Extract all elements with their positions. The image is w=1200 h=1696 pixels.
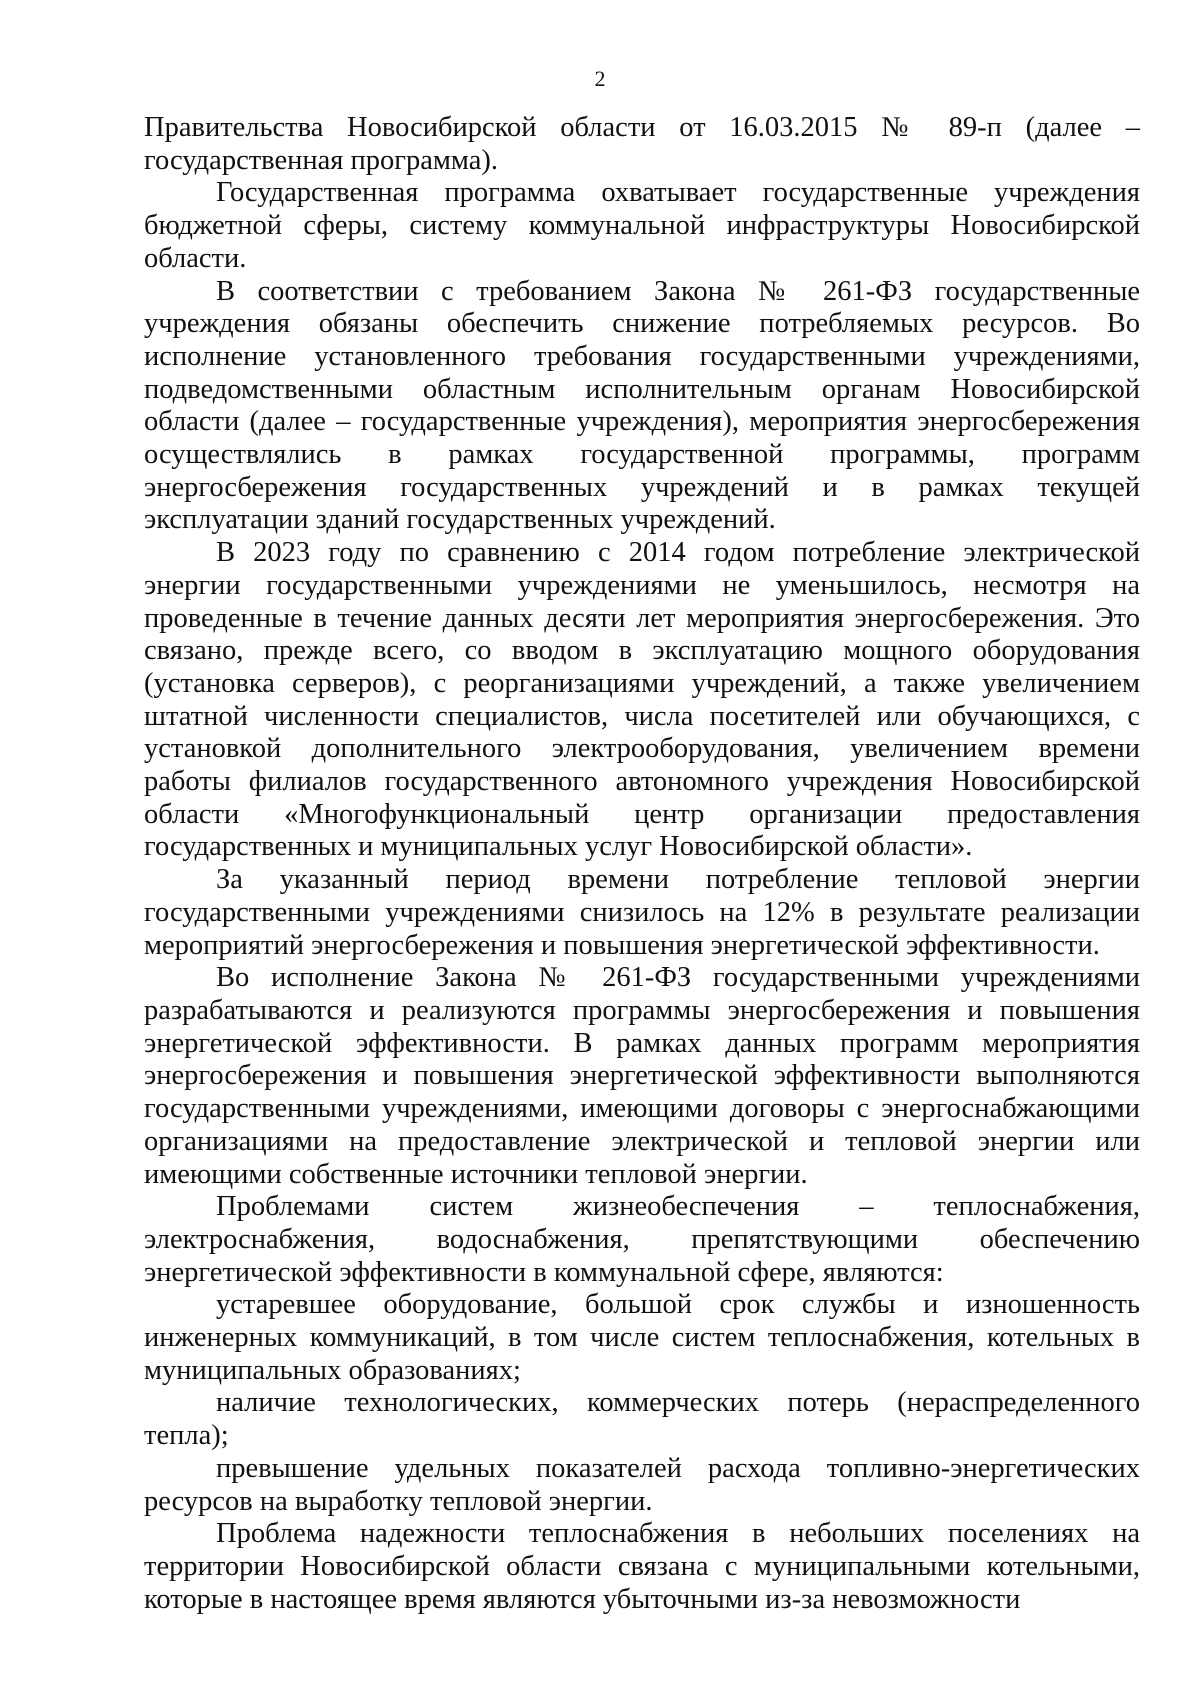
paragraph-problem-losses: наличие технологических, коммерческих потерь (нераспределенного тепла); (144, 1387, 1140, 1452)
paragraph-heating-reliability: Проблема надежности теплоснабжения в небольших поселениях на территории Новосибирской области связана с муниципальными котельными, которые в настоящее время являются убыточными из-за невозможности (144, 1518, 1140, 1615)
paragraph-heat-consumption: За указанный период времени потребление тепловой энергии государственными учреждениями снизилось на 12% в результате реализации мероприятий энергосбережения и повышения энергетической эффективности. (144, 864, 1140, 961)
document-body (144, 112, 1140, 1616)
paragraph-continuation: Правительства Новосибирской области от 16.03.2015 № 89-п (далее – государственная программа). (144, 112, 1140, 176)
paragraph-problems-intro: Проблемами систем жизнеобеспечения – теплоснабжения, электроснабжения, водоснабжения, препятствующими обеспечению энергетической эффективности в коммунальной сфере, являются: (144, 1191, 1140, 1288)
page-number: 2 (594, 66, 606, 91)
paragraph-program-scope: Государственная программа охватывает государственные учреждения бюджетной сферы, систему коммунальной инфраструктуры Новосибирской области. (144, 177, 1140, 274)
paragraph-problem-equipment: устаревшее оборудование, большой срок службы и изношенность инженерных коммуникаций, в том числе систем теплоснабжения, котельных в муниципальных образованиях; (144, 1289, 1140, 1386)
paragraph-efficiency-programs: Во исполнение Закона № 261-ФЗ государственными учреждениями разрабатываются и реализуются программы энергосбережения и повышения энергетической эффективности. В рамках данных программ мероприятия энергосбережения и повышения энергетической эффективности выполняются государственными учреждениями, имеющими договоры с энергоснабжающими организациями на предоставление электрической и тепловой энергии или имеющими собственные источники тепловой энергии. (144, 962, 1140, 1190)
paragraph-problem-consumption: превышение удельных показателей расхода топливно-энергетических ресурсов на выработку тепловой энергии. (144, 1452, 1140, 1517)
paragraph-electricity-consumption: В 2023 году по сравнению с 2014 годом потребление электрической энергии государственными учреждениями не уменьшилось, несмотря на проведенные в течение данных десяти лет мероприятия энергосбережения. Это связано, прежде всего, со вводом в эксплуатацию мощного оборудования (установка серверов), с реорганизациями учреждений, а также увеличением штатной численности специалистов, числа посетителей или обучающихся, с установкой дополнительного электрооборудования, увеличением времени работы филиалов государственного автономного учреждения Новосибирской области «Многофункциональный центр организации предоставления государственных и муниципальных услуг Новосибирской области». (144, 537, 1140, 863)
paragraph-law-requirement: В соответствии с требованием Закона № 261-ФЗ государственные учреждения обязаны обеспечить снижение потребляемых ресурсов. Во исполнение установленного требования государственными учреждениями, подведомственными областным исполнительным органам Новосибирской области (далее – государственные учреждения), мероприятия энергосбережения осуществлялись в рамках государственной программы, программ энергосбережения государственных учреждений и в рамках текущей эксплуатации зданий государственных учреждений. (144, 275, 1140, 536)
